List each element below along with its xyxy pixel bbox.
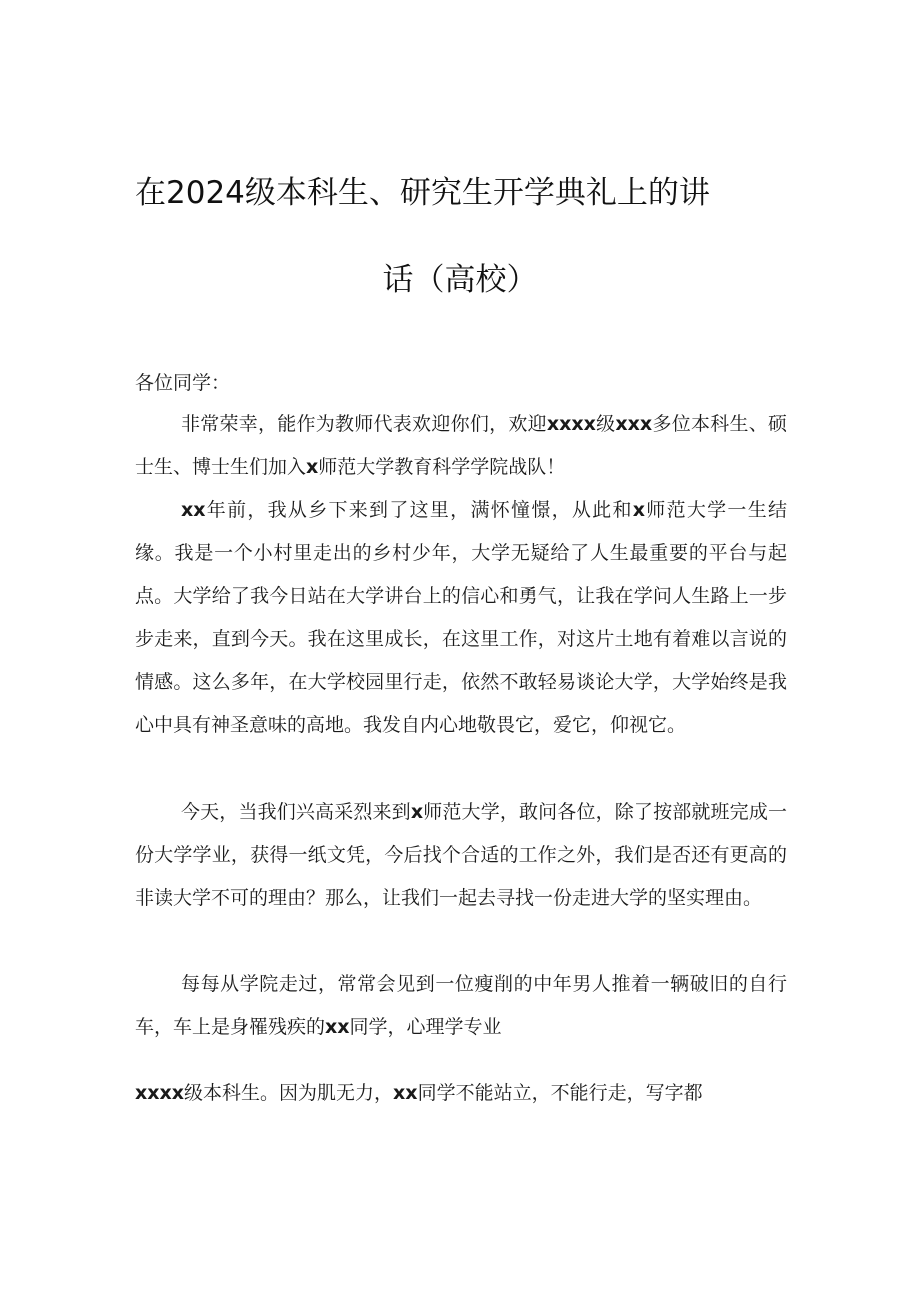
paragraph-student-story-continued: xxxx级本科生。因为肌无力，xx同学不能站立，不能行走，写字都 bbox=[135, 1082, 703, 1104]
placeholder-text: xx bbox=[393, 1082, 418, 1104]
placeholder-text: xx bbox=[325, 1016, 350, 1038]
placeholder-text: xxxx bbox=[135, 1082, 185, 1104]
placeholder-text: xxx bbox=[615, 413, 653, 435]
paragraph-student-story: 每每从学院走过，常常会见到一位瘦削的中年男人推着一辆破旧的自行车，车上是身罹残疾的xx同学，心理学专业 bbox=[135, 973, 787, 1038]
document-title-line-2: 话（高校） bbox=[382, 262, 538, 298]
document-title-line-1: 在2024级本科生、研究生开学典礼上的讲 bbox=[135, 175, 710, 211]
placeholder-text: x bbox=[632, 499, 645, 521]
placeholder-text: x bbox=[306, 456, 319, 478]
paragraph-question: 今天，当我们兴高采烈来到x师范大学，敢问各位，除了按部就班完成一份大学学业，获得一纸文凭，今后找个合适的工作之外，我们是否还有更高的非读大学不可的理由？那么，让我们一起去寻找一份走进大学的坚实理由。 bbox=[135, 801, 787, 909]
placeholder-text: x bbox=[410, 801, 424, 823]
paragraph-origin: xx年前，我从乡下来到了这里，满怀憧憬，从此和x师范大学一生结缘。我是一个小村里走出的乡村少年，大学无疑给了人生最重要的平台与起点。大学给了我今日站在大学讲台上的信心和勇气，让我在学问人生路上一步步走来，直到今天。我在这里成长，在这里工作，对这片土地有着难以言说的情感。这么多年，在大学校园里行走，依然不敢轻易谈论大学，大学始终是我心中具有神圣意味的高地。我发自内心地敬畏它，爱它，仰视它。 bbox=[135, 499, 787, 736]
salutation: 各位同学： bbox=[135, 372, 231, 394]
paragraph-welcome: 非常荣幸，能作为教师代表欢迎你们，欢迎xxxx级xxx多位本科生、硕士生、博士生们加入x师范大学教育科学学院战队！ bbox=[135, 413, 787, 478]
placeholder-text: xx bbox=[181, 499, 206, 521]
placeholder-text: xxxx bbox=[546, 413, 596, 435]
